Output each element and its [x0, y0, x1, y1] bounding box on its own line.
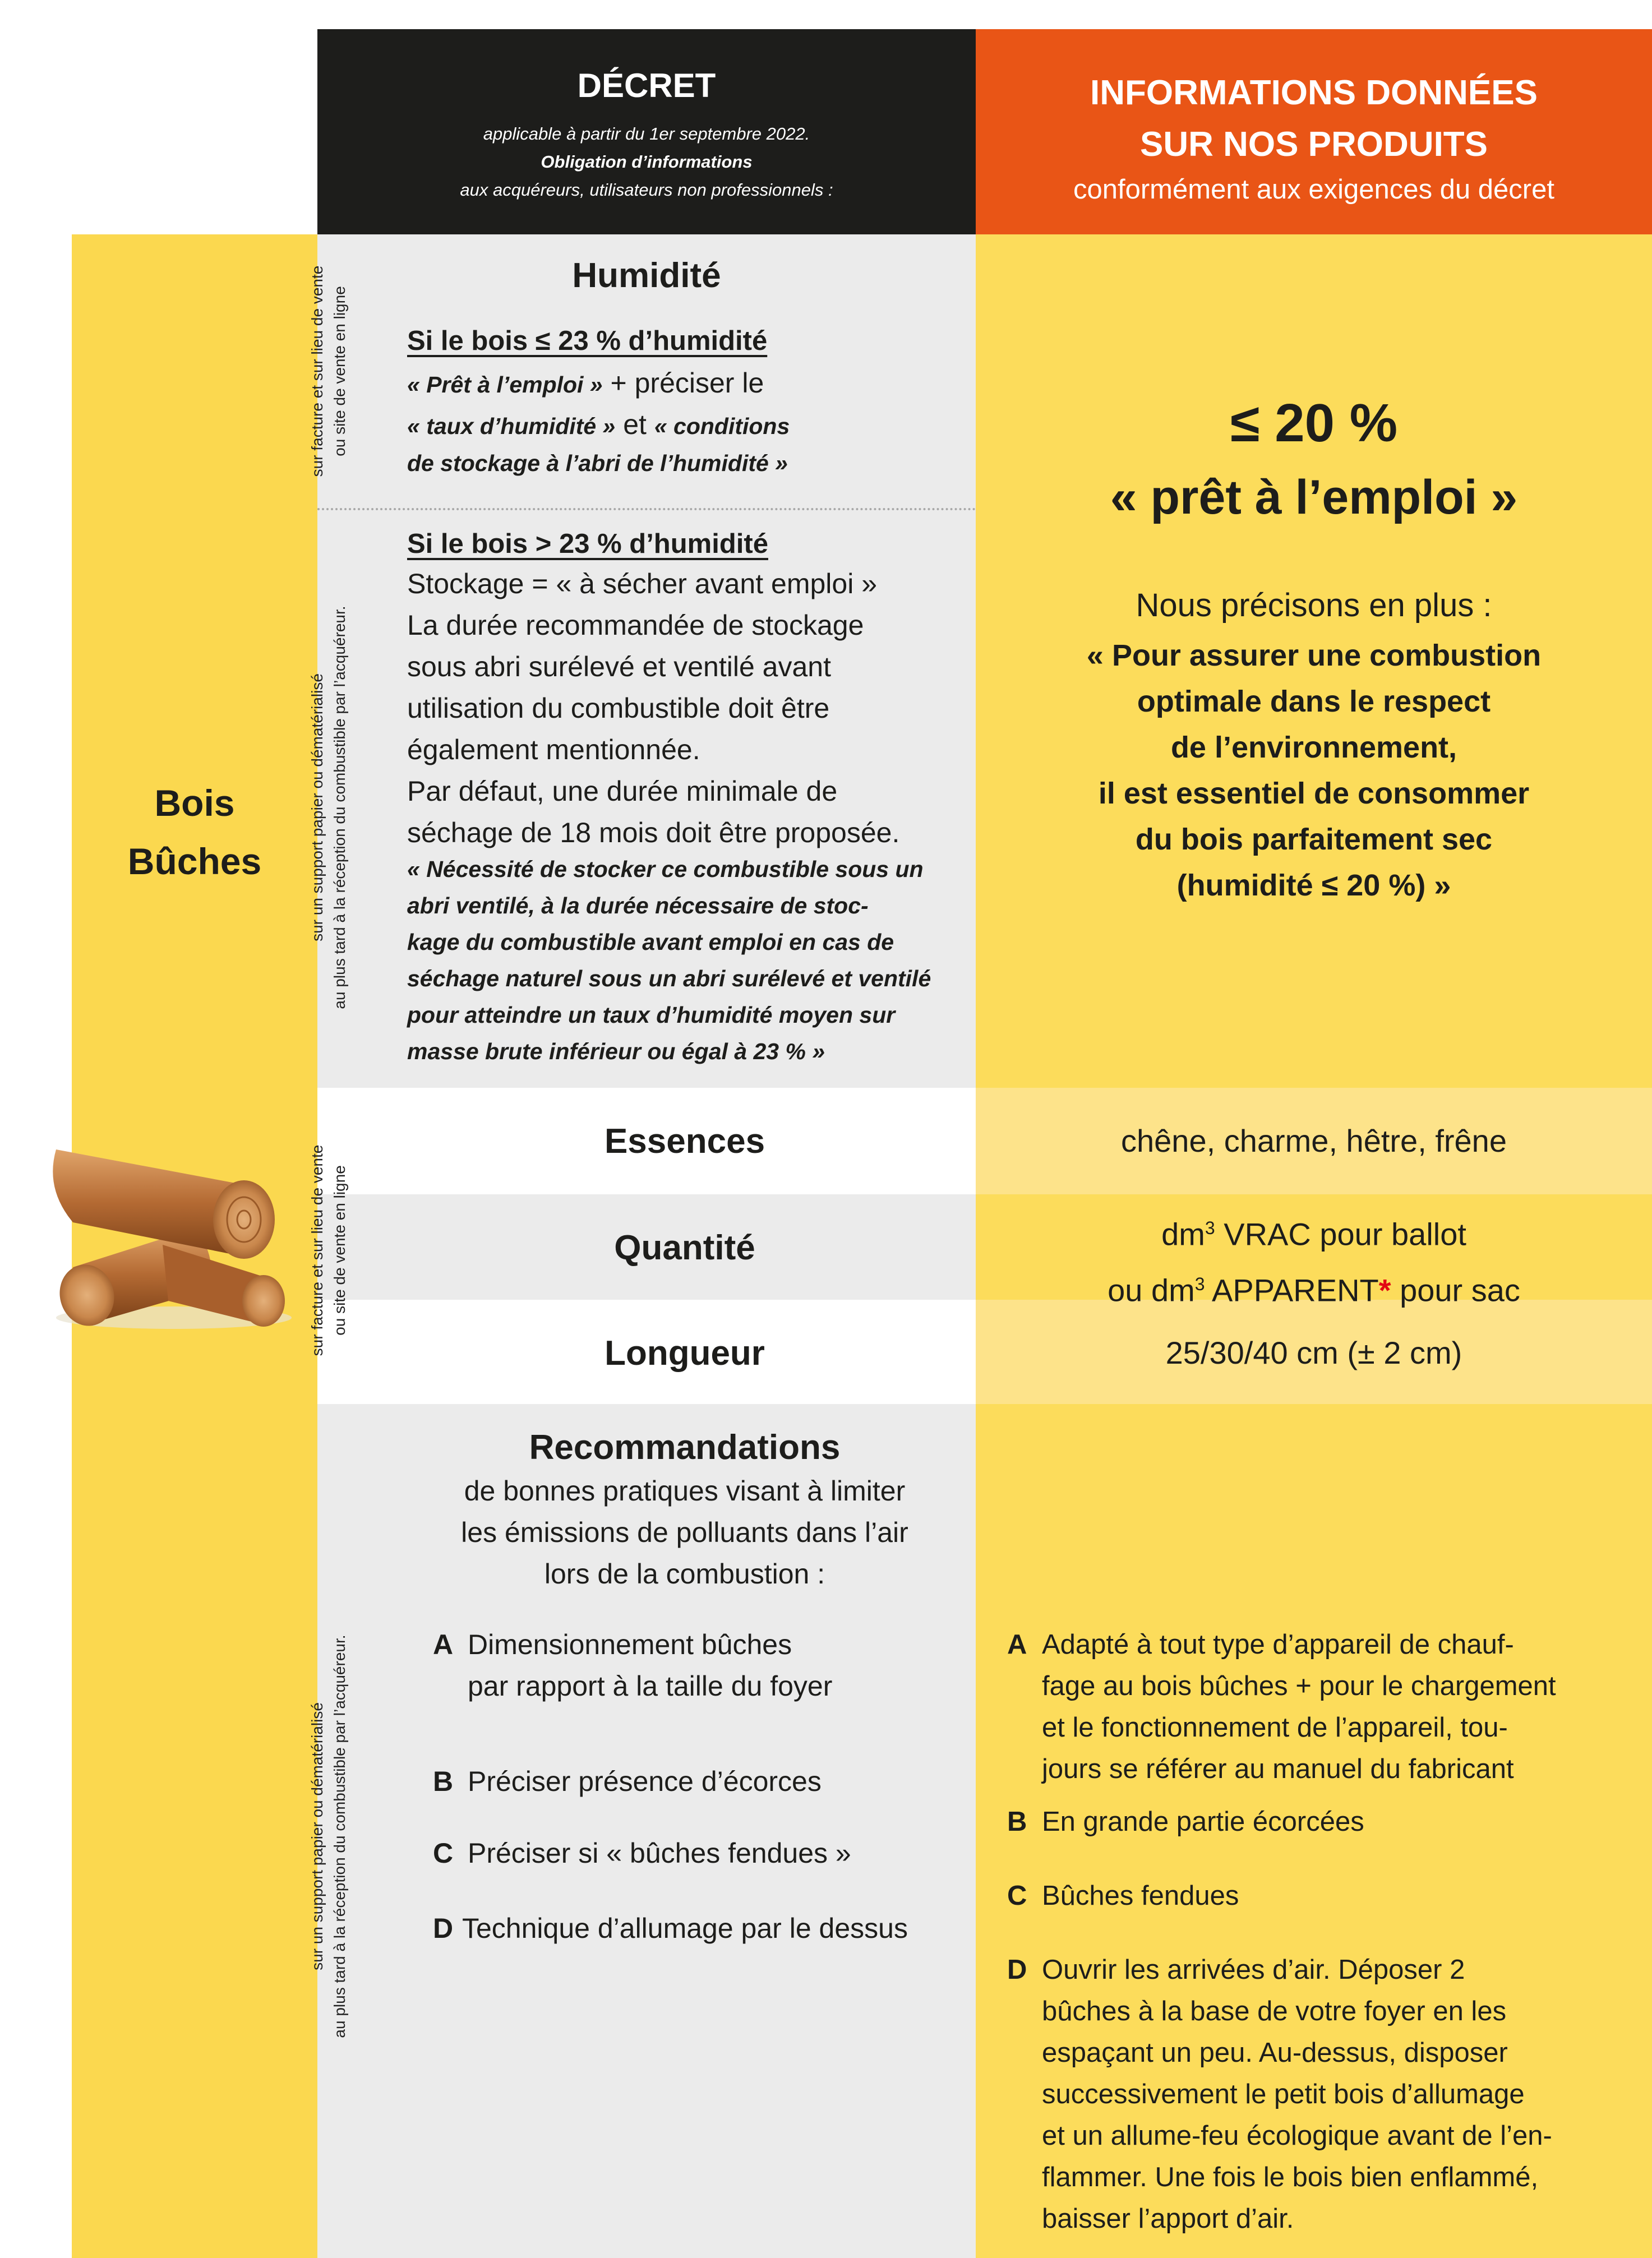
- humidity-title: Humidité: [572, 256, 721, 295]
- caption-invoice-characteristics: sur facture et sur lieu de vente ou site de vente en ligne: [308, 1144, 348, 1356]
- caption-paper-recommendations: sur un support papier ou dématérialisé au plus tard à la réception du combustible par l’acquéreur.: [308, 1634, 348, 2038]
- quantity-value: $dm^3$ VRAC pour ballot ou $dm^3$ APPARENT* pour sac: [1108, 1216, 1520, 1308]
- recommendation-right-a: A Adapté à tout type d’appareil de chauf- fage au bois bûches + pour le chargement et le fonctionnement de l’appareil, tou- jours se référer au manuel du fabricant: [1007, 1629, 1556, 1784]
- length-label: Longueur: [604, 1334, 765, 1373]
- humidity-value: ≤ 20 %: [1230, 393, 1398, 453]
- recommendation-right-d: D Ouvrir les arrivées d’air. Déposer 2 bûches à la base de votre foyer en les espaçant un peu. Au-dessus, disposer successivement le petit bois d’allumage et un allume-feu écologique avant de l’en- flammer. Une fois le bois bien enflammé, baisser l’apport d’air.: [1007, 1955, 1552, 2234]
- recommendation-left-a: A Dimensionnement bûches par rapport à la taille du foyer: [433, 1629, 833, 1702]
- caption-invoice-humidity: sur facture et sur lieu de vente ou site de vente en ligne: [308, 265, 348, 477]
- caption-paper-humidity: sur un support papier ou dématérialisé au plus tard à la réception du combustible par l’acquéreur.: [308, 606, 348, 1009]
- info-title: INFORMATIONS DONNÉES SUR NOS PRODUITS: [1090, 73, 1538, 164]
- quantity-label: Quantité: [614, 1229, 755, 1267]
- product-label: Bois Bûches: [127, 782, 262, 882]
- humidity-divider: [317, 508, 976, 510]
- humidity-extra-statement: « Pour assurer une combustion optimale dans le respect de l’environnement, il est essentiel de consommer du bois parfaitement sec (humidité ≤ 20 %) »: [1086, 639, 1542, 902]
- wood-logs-icon: [34, 1099, 297, 1335]
- essences-value: chêne, charme, hêtre, frêne: [1121, 1123, 1507, 1158]
- humidity-case-low: Si le bois ≤ 23 % d’humidité « Prêt à l’emploi » + préciser le « taux d’humidité » et « conditions de stockage à l’abri de l’humidité »: [407, 325, 968, 482]
- recommendation-left-d: D Technique d’allumage par le dessus: [433, 1913, 908, 1944]
- humidity-value-label: « prêt à l’emploi »: [1110, 470, 1518, 524]
- recommendations-title: Recommandations: [529, 1428, 841, 1467]
- length-value: 25/30/40 cm (± 2 cm): [1165, 1335, 1462, 1370]
- humidity-extra-intro: Nous précisons en plus :: [1136, 587, 1492, 624]
- info-subtitle: conformément aux exigences du décret: [1073, 174, 1554, 205]
- recommendation-right-b: B En grande partie écorcées: [1007, 1807, 1364, 1837]
- recommendations-intro: de bonnes pratiques visant à limiter les émissions de polluants dans l’air lors de la combustion :: [461, 1475, 908, 1590]
- humidity-case-high-heading: Si le bois > 23 % d’humidité: [407, 529, 768, 559]
- recommendation-right-c: C Bûches fendues: [1007, 1881, 1239, 1911]
- humidity-case-high: Si le bois > 23 % d’humidité Stockage = « à sécher avant emploi » La durée recommandée de stockage sous abri surélevé et ventilé avant utilisation du combustible doit être également mentionnée. Par défaut, une durée minimale de séchage de 18 mois doit être proposée. « Nécessité de stocker ce combustible sous un abri ventilé, à la durée nécessaire de stoc- kage du combustible avant emploi en cas de séchage naturel sous un abri surélevé et ventilé pour atteindre un taux d’humidité moyen sur masse brute inférieur ou égal à 23 % »: [407, 528, 973, 1070]
- recommendation-left-b: B Préciser présence d’écorces: [433, 1766, 822, 1797]
- recommendation-left-c: C Préciser si « bûches fendues »: [433, 1837, 851, 1869]
- decree-subtitle: applicable à partir du 1er septembre 2022. Obligation d’informations aux acquéreurs, utilisateurs non professionnels :: [460, 124, 833, 200]
- essences-label: Essences: [604, 1122, 765, 1161]
- humidity-case-low-heading: Si le bois ≤ 23 % d’humidité: [407, 326, 768, 356]
- decree-title: DÉCRET: [577, 67, 716, 104]
